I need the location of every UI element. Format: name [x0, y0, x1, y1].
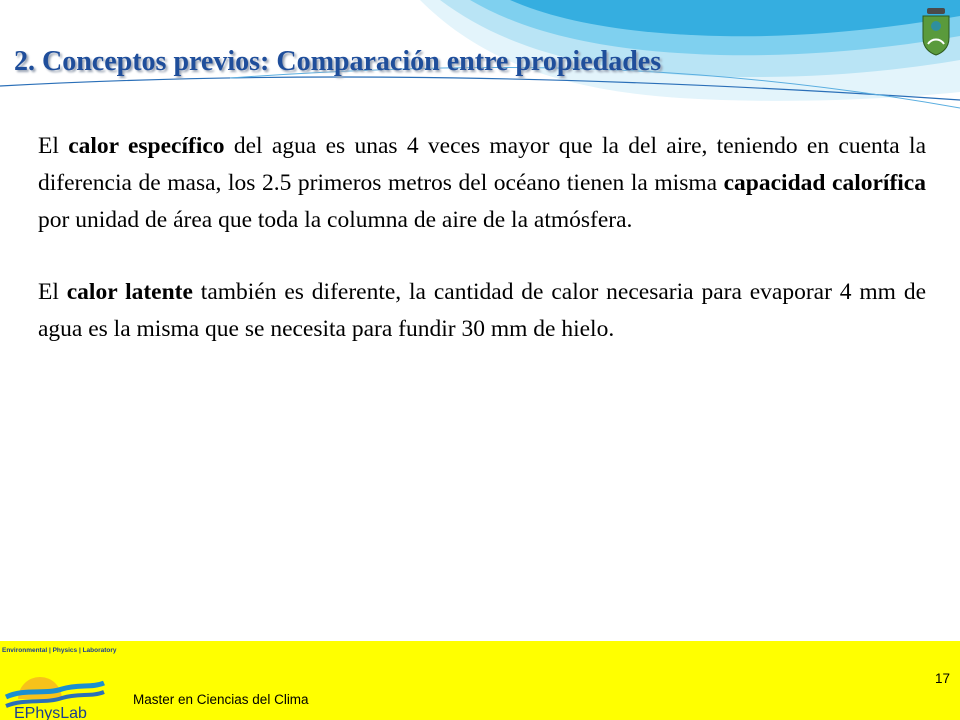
svg-text:EPhysLab: EPhysLab: [14, 705, 87, 720]
paragraph-calor-especifico: [38, 128, 926, 239]
slide-body: [38, 128, 926, 383]
footer-course-label: Master en Ciencias del Clima: [133, 692, 309, 707]
svg-text:Environmental | Physics | Labo: Environmental | Physics | Laboratory: [2, 647, 117, 654]
university-crest-icon: [918, 6, 954, 56]
text-run: El: [38, 279, 67, 305]
text-run: del agua es unas 4 veces mayor que la del aire, teniendo en cuenta la diferencia de masa, los 2.5 primeros metros del océano tienen la misma: [38, 133, 926, 196]
text-run: por unidad de área que toda la columna de aire de la atmósfera.: [38, 207, 633, 233]
paragraph-calor-latente: [38, 274, 926, 348]
text-run: también es diferente, la cantidad de calor necesaria para evaporar 4 mm de agua es la misma que se necesita para fundir 30 mm de hielo.: [38, 279, 926, 342]
ephyslab-logo-icon: [0, 641, 120, 720]
text-run: El: [38, 133, 69, 159]
slide-number: 17: [934, 671, 950, 686]
slide-title: 2. Conceptos previos: Comparación entre propiedades: [14, 46, 662, 77]
term-capacidad-calorifica: capacidad calorífica: [723, 170, 926, 196]
term-calor-especifico: calor específico: [68, 133, 225, 159]
footer-bar: [0, 641, 960, 720]
term-calor-latente: calor latente: [66, 279, 193, 305]
